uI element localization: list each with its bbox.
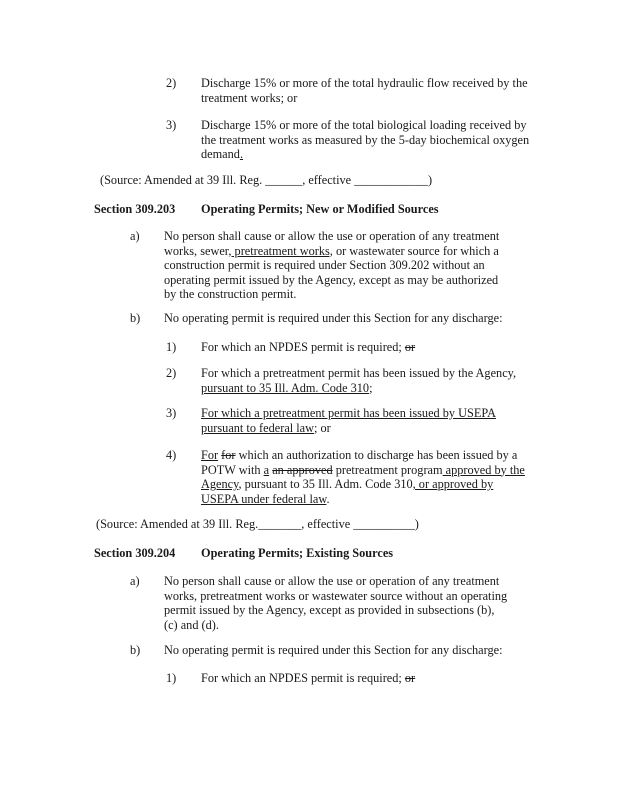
subsection-text: No operating permit is required under this Section for any discharge:: [164, 311, 503, 325]
item-num: 1): [166, 671, 177, 685]
source-note: (Source: Amended at 39 Ill. Reg. ______, effective ____________): [100, 173, 433, 187]
section-number: Section 309.203: [94, 202, 176, 216]
item-text: For for which an authorization to discharge has been issued by a POTW with a an approved pretreatment program approved by the Agency, pursuant to 35 Ill. Adm. Code 310, or approved by USEPA under federal law.: [201, 448, 525, 506]
item-num: 2): [166, 76, 177, 90]
subsection-label: b): [130, 311, 141, 325]
item-text: Discharge 15% or more of the total hydraulic flow received by the treatment works; or: [201, 76, 528, 105]
section-number: Section 309.204: [94, 546, 176, 560]
section-title: Operating Permits; New or Modified Sources: [201, 202, 439, 216]
item-num: 1): [166, 340, 177, 354]
section-title: Operating Permits; Existing Sources: [201, 546, 394, 560]
item-text: For which a pretreatment permit has been issued by the Agency, pursuant to 35 Ill. Adm. Code 310;: [201, 366, 517, 395]
subsection-text: No person shall cause or allow the use or operation of any treatment works, pretreatment works or wastewater source without an operating permit issued by the Agency, except as provided in subsections (b), (c) and (d).: [164, 574, 508, 632]
item-num: 2): [166, 366, 177, 380]
subsection-label: b): [130, 643, 141, 657]
subsection-text: No operating permit is required under this Section for any discharge:: [164, 643, 503, 657]
item-num: 3): [166, 118, 177, 132]
item-text: For which a pretreatment permit has been issued by USEPA pursuant to federal law; or: [201, 406, 496, 435]
subsection-label: a): [130, 574, 140, 588]
source-note: (Source: Amended at 39 Ill. Reg._______, effective __________): [96, 517, 419, 531]
item-text: For which an NPDES permit is required; or: [201, 671, 416, 685]
item-num: 3): [166, 406, 177, 420]
subsection-label: a): [130, 229, 140, 243]
item-text: For which an NPDES permit is required; or: [201, 340, 416, 354]
item-num: 4): [166, 448, 177, 462]
item-text: Discharge 15% or more of the total biological loading received by the treatment works as measured by the 5-day biochemical oxygen demand.: [201, 118, 530, 162]
subsection-text: No person shall cause or allow the use or operation of any treatment works, sewer, pretreatment works, or wastewater source for which a construction permit is required under Section 309.202 without an operating permit issued by the Agency, except as may be authorized by the construction permit.: [164, 229, 500, 302]
